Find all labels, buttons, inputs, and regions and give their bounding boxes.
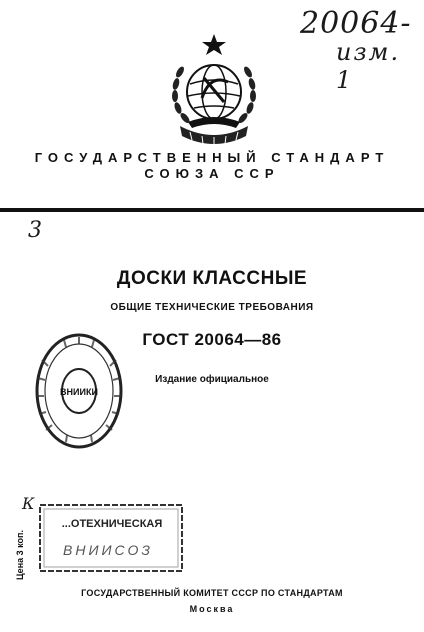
edition-label: Издание официальное — [155, 374, 269, 385]
horizontal-rule — [0, 208, 424, 212]
handwritten-mark-k: К — [22, 494, 35, 513]
publisher-city: Москва — [189, 604, 235, 614]
publisher-name: ГОСУДАРСТВЕННЫЙ КОМИТЕТ СССР ПО СТАНДАРТАМ — [81, 588, 343, 598]
price-label — [10, 512, 28, 582]
handwritten-amendment: изм. 1 — [336, 38, 401, 94]
document-subtitle: ОБЩИЕ ТЕХНИЧЕСКИЕ ТРЕБОВАНИЯ — [110, 302, 314, 313]
standard-header-line1: ГОСУДАРСТВЕННЫЙ СТАНДАРТ — [34, 150, 390, 165]
seal-center-text: ВНИИКИ — [60, 387, 98, 397]
library-stamp-box — [38, 503, 184, 573]
stamp-line2: ВНИИСОЗ — [63, 542, 153, 558]
stamp-line1: ...ОТЕХНИЧЕСКАЯ — [61, 518, 163, 530]
gost-number: ГОСТ 20064—86 — [142, 330, 282, 349]
handwritten-doc-number: 20064- — [300, 6, 412, 41]
handwritten-page-mark: 3 — [28, 218, 42, 243]
price-text: Цена 3 коп. — [15, 530, 25, 580]
document-title: ДОСКИ КЛАССНЫЕ — [116, 268, 308, 289]
ussr-coat-of-arms-icon — [166, 32, 262, 144]
standard-header-line2: СОЮЗА ССР — [144, 166, 280, 181]
round-library-seal-icon — [24, 330, 134, 452]
